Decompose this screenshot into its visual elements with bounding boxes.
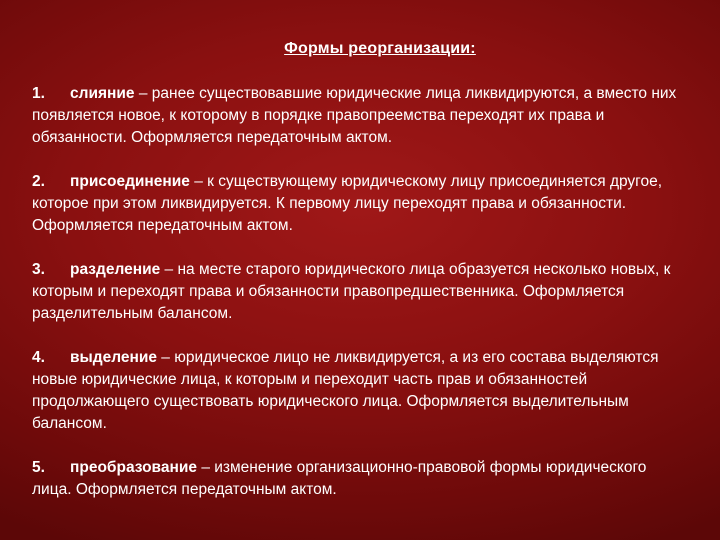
item-number: 1. — [32, 85, 45, 102]
list-item-transformation — [32, 457, 682, 501]
item-description: – изменение организационно-правовой формы юридического лица. Оформляется передаточным актом. — [32, 459, 647, 498]
list-item-separation — [32, 347, 682, 435]
list-item-merger — [32, 83, 682, 149]
item-term: преобразование — [70, 459, 198, 476]
item-term: слияние — [70, 85, 135, 102]
item-term: присоединение — [70, 173, 190, 190]
item-term: разделение — [70, 261, 161, 278]
list-item-accession — [32, 171, 682, 237]
item-number: 2. — [32, 173, 45, 190]
item-number: 3. — [32, 261, 45, 278]
item-description: – ранее существовавшие юридические лица ликвидируются, а вместо них появляется новое, к которому в порядке правопреемства переходят их права и обязанности. Оформляется передаточным актом. — [32, 85, 677, 146]
list-item-division — [32, 259, 682, 325]
item-term: выделение — [70, 349, 157, 366]
slide-title: Формы реорганизации: — [284, 40, 476, 57]
item-description: – к существующему юридическому лицу присоединяется другое, которое при этом ликвидируется. К первому лицу переходят права и обязанности. Оформляется передаточным актом. — [32, 173, 663, 234]
item-number: 4. — [32, 349, 45, 366]
reorganization-forms-list — [32, 83, 682, 501]
item-description: – на месте старого юридического лица образуется несколько новых, к которым и переходят права и обязанности правопредшественника. Оформляется разделительным балансом. — [32, 261, 671, 322]
item-number: 5. — [32, 459, 45, 476]
item-description: – юридическое лицо не ликвидируется, а из его состава выделяются новые юридические лица, к которым и переходит часть прав и обязанностей продолжающего существовать юридического лица. Оформляется выделительным балансом. — [32, 349, 659, 432]
